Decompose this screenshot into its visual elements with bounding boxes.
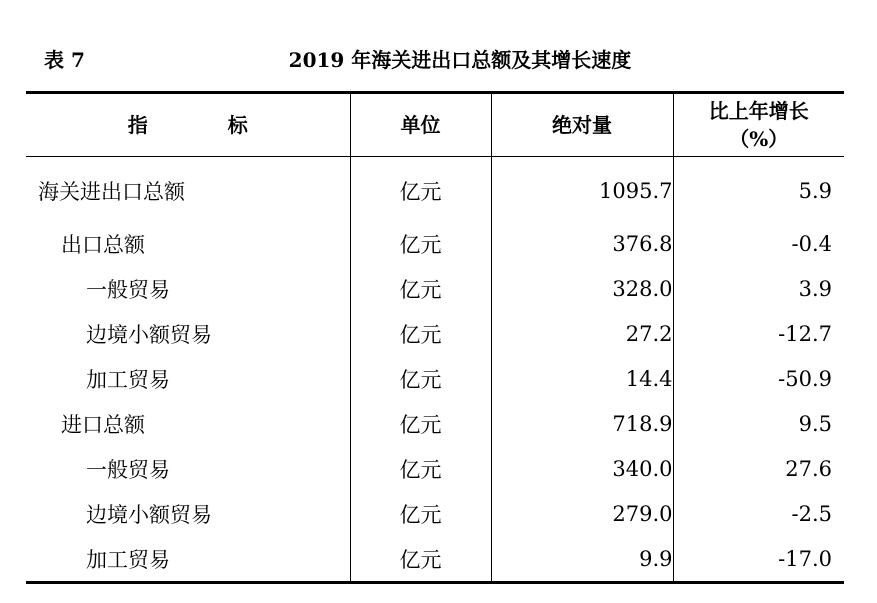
customs-trade-table (26, 91, 844, 584)
row-unit: 亿元 (350, 221, 491, 266)
table-number-label: 表 7 (44, 48, 85, 72)
row-absolute-value: 718.9 (491, 401, 673, 446)
table-header-row (26, 93, 844, 157)
row-absolute-value: 9.9 (491, 536, 673, 583)
row-growth-rate: 27.6 (785, 456, 832, 481)
header-indicator: 指标 (26, 93, 350, 157)
table-row (26, 356, 844, 401)
row-growth-rate: -12.7 (778, 321, 832, 346)
row-indicator-name: 一般贸易 (26, 446, 350, 491)
row-growth-rate: -50.9 (778, 366, 832, 391)
row-indicator-name: 一般贸易 (26, 266, 350, 311)
row-unit: 亿元 (350, 401, 491, 446)
table-title: 2019 年海关进出口总额及其增长速度 (288, 48, 632, 72)
table-row (26, 157, 844, 222)
row-unit: 亿元 (350, 266, 491, 311)
table-row (26, 311, 844, 356)
row-indicator-name: 进口总额 (26, 401, 350, 446)
row-growth-rate: 5.9 (798, 179, 832, 203)
row-growth-rate: -2.5 (791, 501, 832, 526)
table-row (26, 266, 844, 311)
table-row (26, 446, 844, 491)
header-growth-rate (673, 93, 844, 157)
header-growth-line1: 比上年增长 (708, 99, 809, 123)
row-unit: 亿元 (350, 446, 491, 491)
row-absolute-value: 14.4 (491, 356, 673, 401)
row-absolute-value: 279.0 (491, 491, 673, 536)
row-indicator-name: 边境小额贸易 (26, 491, 350, 536)
table-row (26, 401, 844, 446)
row-absolute-value: 340.0 (491, 446, 673, 491)
row-absolute-value: 328.0 (491, 266, 673, 311)
row-unit: 亿元 (350, 536, 491, 583)
row-unit: 亿元 (350, 157, 491, 222)
row-unit: 亿元 (350, 356, 491, 401)
row-indicator-name: 出口总额 (26, 221, 350, 266)
table-row (26, 491, 844, 536)
row-indicator-name: 边境小额贸易 (26, 311, 350, 356)
header-unit: 单位 (350, 93, 491, 157)
table-row (26, 221, 844, 266)
row-indicator-name: 加工贸易 (26, 356, 350, 401)
row-growth-rate: 9.5 (798, 411, 832, 436)
row-absolute-value: 27.2 (491, 311, 673, 356)
row-indicator-name: 加工贸易 (26, 536, 350, 583)
row-indicator-name: 海关进出口总额 (26, 157, 350, 222)
header-absolute-value: 绝对量 (491, 93, 673, 157)
table-row (26, 536, 844, 583)
row-absolute-value: 1095.7 (491, 157, 673, 222)
row-unit: 亿元 (350, 491, 491, 536)
row-unit: 亿元 (350, 311, 491, 356)
row-growth-rate: -0.4 (791, 231, 832, 256)
header-growth-line2: （%） (729, 127, 789, 151)
row-growth-rate: 3.9 (798, 276, 832, 301)
row-absolute-value: 376.8 (491, 221, 673, 266)
row-growth-rate: -17.0 (778, 546, 832, 571)
